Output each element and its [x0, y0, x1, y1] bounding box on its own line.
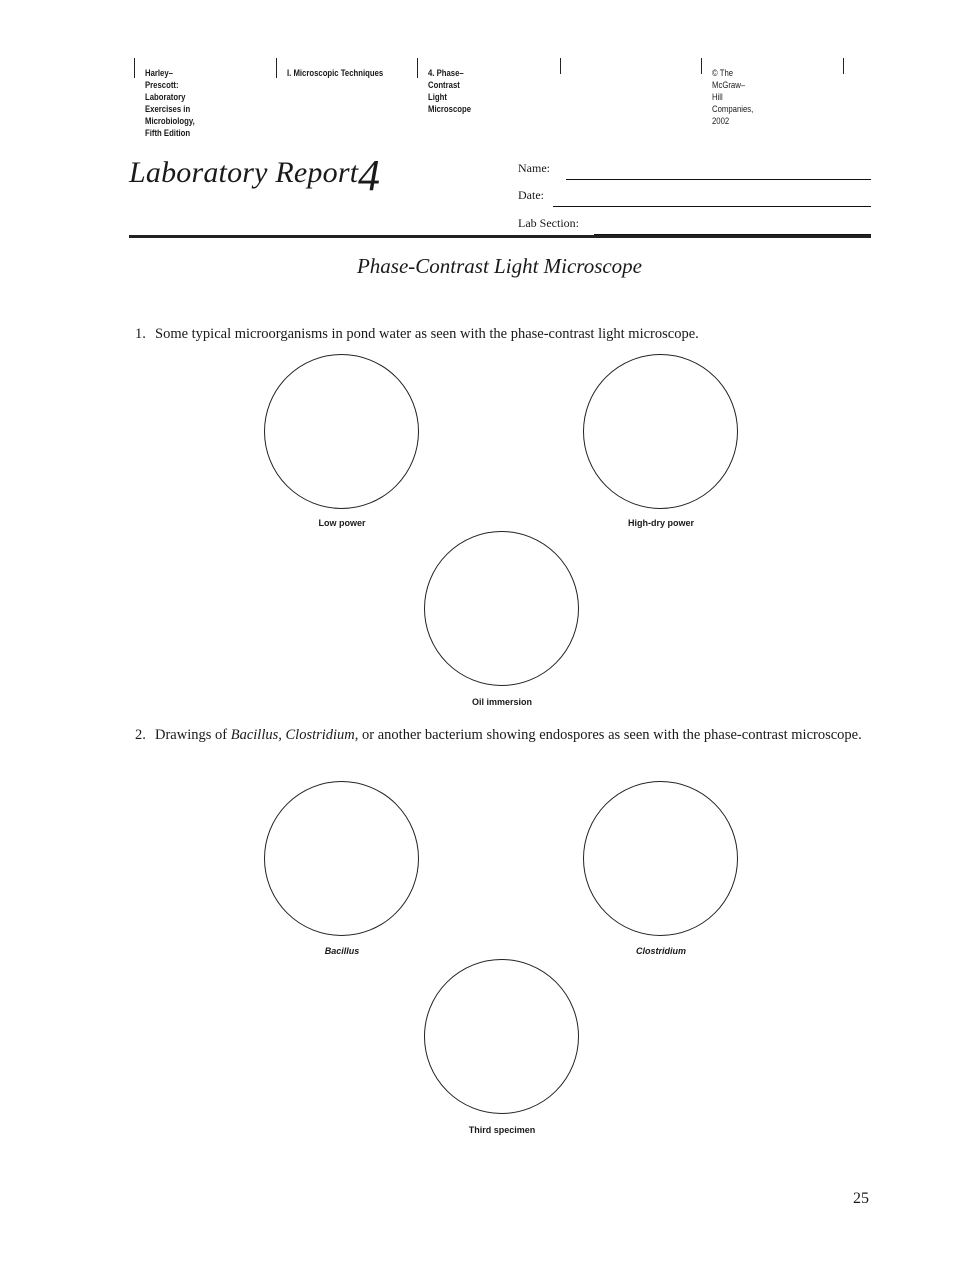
question-1 [135, 324, 870, 345]
caption-third-specimen: Third specimen [468, 1125, 536, 1135]
question-2-text-pre: Drawings of [155, 727, 231, 743]
question-2 [135, 725, 870, 746]
date-field[interactable] [518, 188, 871, 204]
question-2-organisms: Bacillus, Clostridium, [230, 727, 359, 743]
date-line[interactable] [553, 206, 871, 207]
header-cell-part [276, 58, 384, 78]
drawing-circle-clostridium[interactable] [583, 781, 738, 936]
name-line[interactable] [566, 179, 871, 180]
header-cell-blank [560, 58, 561, 74]
page-subtitle: Phase-Contrast Light Microscope [356, 254, 643, 278]
drawing-circle-third-specimen[interactable] [424, 959, 579, 1114]
caption-high-dry-power: High-dry power [627, 518, 694, 528]
question-2-number: 2. [135, 727, 146, 743]
section-label: Lab Section: [518, 216, 579, 230]
caption-low-power: Low power [318, 518, 366, 528]
report-title: Laboratory Report [129, 156, 359, 189]
question-1-text: Some typical microorganisms in pond water as seen with the phase-contrast light microscope. [155, 326, 699, 342]
header-book-text: Harley–Prescott: Laboratory Exercises in Microbiology, Fifth Edition [145, 68, 195, 138]
caption-bacillus: Bacillus [324, 946, 360, 956]
header-chapter-text: 4. Phase–Contrast Light Microscope [428, 68, 472, 114]
title-rule [129, 235, 871, 238]
caption-oil-immersion: Oil immersion [471, 697, 533, 707]
date-label: Date: [518, 188, 544, 202]
header-part-text: I. Microscopic Techniques [287, 68, 384, 78]
running-header [134, 58, 844, 138]
report-number: 4 [358, 151, 380, 200]
header-cell-copyright [701, 58, 754, 126]
header-cell-book [134, 58, 195, 138]
caption-clostridium: Clostridium [635, 946, 686, 956]
drawing-circle-oil-immersion[interactable] [424, 531, 579, 686]
drawing-circle-bacillus[interactable] [264, 781, 419, 936]
header-cell-chapter [417, 58, 472, 114]
name-field[interactable] [518, 161, 871, 177]
question-1-number: 1. [135, 326, 146, 342]
header-copyright-text: © The McGraw–Hill Companies, 2002 [712, 68, 754, 126]
name-label: Name: [518, 161, 550, 175]
header-end-rule [843, 58, 844, 74]
question-2-text [135, 725, 870, 746]
page-number: 25 [853, 1190, 869, 1207]
section-field[interactable] [518, 216, 871, 232]
drawing-circle-high-dry-power[interactable] [583, 354, 738, 509]
drawing-circle-low-power[interactable] [264, 354, 419, 509]
question-2-text-post: or another bacterium showing endospores as seen with the phase-contrast microscope. [358, 727, 862, 743]
